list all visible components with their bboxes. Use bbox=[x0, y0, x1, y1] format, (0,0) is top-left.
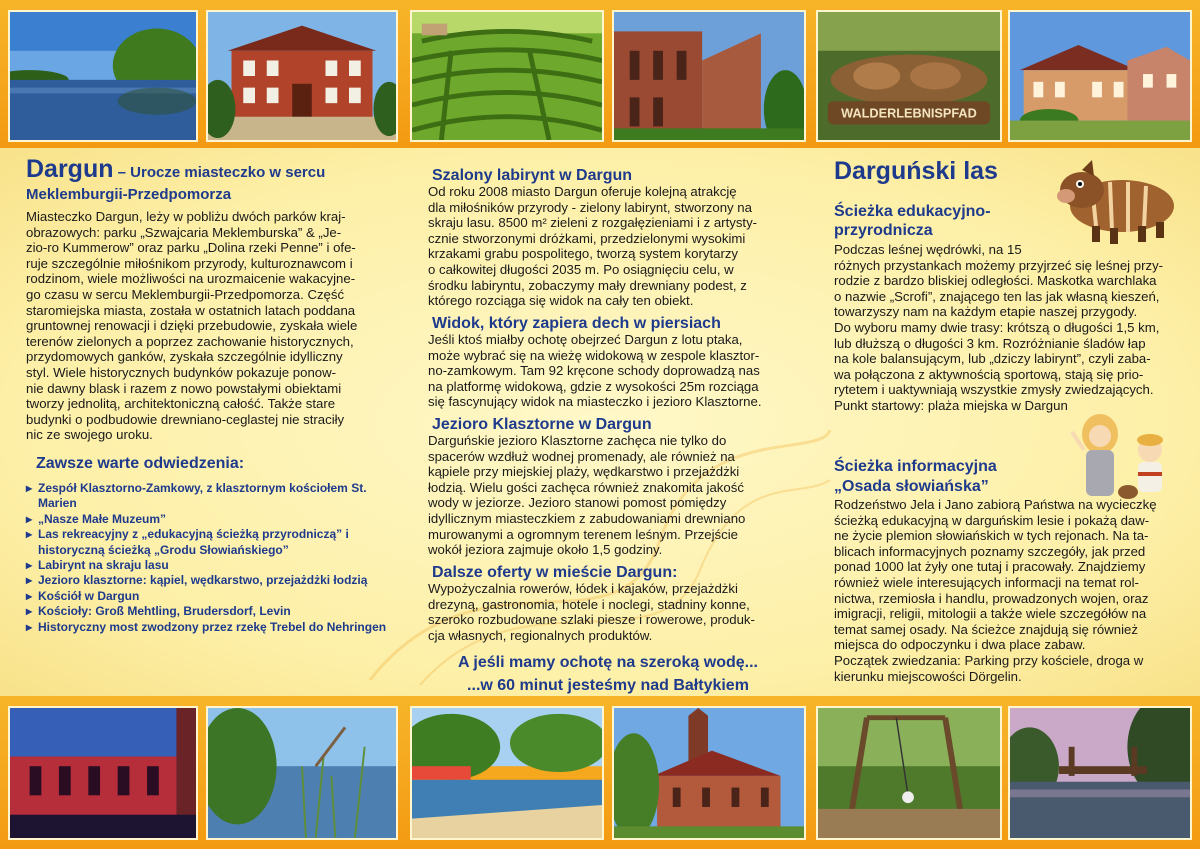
list-item: ▸ Kościoły: Groß Mehtling, Brudersdorf, Levin bbox=[26, 604, 388, 619]
railway-station-photo bbox=[1008, 10, 1192, 142]
text-line: wody w jeziorze. Jezioro stanowi pomost pomiędzy bbox=[428, 495, 727, 511]
text-line: Do wyboru mamy dwie trasy: krótszą o długości 1,5 km, bbox=[834, 319, 1160, 335]
text-line: rodzie z bardzo bliskiej odległości. Maskotka warchlaka bbox=[834, 273, 1157, 289]
list-item-continuation: Marien bbox=[38, 496, 77, 511]
intro-line: terenów zielonych a poprzez zachowanie historycznych, bbox=[26, 333, 354, 349]
view-text bbox=[428, 332, 788, 410]
dargun-intro bbox=[26, 209, 386, 443]
text-line: imigracji, religii, mitologii a także wiele szczegółów na bbox=[834, 606, 1147, 622]
manor-house-photo bbox=[206, 10, 398, 142]
text-line: krzakami grabu pospolitego, tworzą system korytarzy bbox=[428, 246, 739, 262]
intro-line: przydomowych ganków, zyskała szczególnie idylliczny bbox=[26, 349, 343, 365]
list-item: ▸ Historyczny most zwodzony przez rzekę Trebel do Nehringen bbox=[26, 620, 388, 635]
slavic-trail-text bbox=[834, 497, 1182, 684]
visit-list bbox=[26, 481, 388, 635]
text-line: Jeśli ktoś miałby ochotę obejrzeć Dargun z lotu ptaka, bbox=[428, 332, 743, 347]
intro-line: gruntownej renowacji i dzięki przebudowie, zyskała wiele bbox=[26, 318, 358, 334]
intro-line: staromiejska miasta, została w ostatnich latach poddana bbox=[26, 302, 356, 318]
column-dargun bbox=[26, 148, 388, 696]
list-item: ▸ Jezioro klasztorne: kąpiel, wędkarstwo, przejażdżki łodzią bbox=[26, 573, 388, 588]
nature-trail-heading-1: Ścieżka edukacyjno- bbox=[834, 203, 991, 220]
text-line: Rodzeństwo Jela i Jano zabiorą Państwa na wycieczkę bbox=[834, 497, 1157, 512]
forest-swing-photo bbox=[816, 706, 1002, 840]
intro-line: nic ze swojego uroku. bbox=[26, 427, 153, 443]
brick-monastery-photo bbox=[612, 10, 806, 142]
text-line: drezyną, gastronomia, hotele i noclegi, stadniny konne, bbox=[428, 596, 750, 612]
dargun-title-main: Dargun bbox=[26, 155, 114, 183]
text-line: Wypożyczalnia rowerów, łódek i kajaków, przejażdżki bbox=[428, 581, 738, 596]
text-line: środku labiryntu, zobaczymy mały drewniany podest, z bbox=[428, 277, 747, 293]
text-line: o całkowitej długości 2035 m. Po osiągnięciu celu, w bbox=[428, 261, 734, 277]
labyrinth-text bbox=[428, 184, 788, 309]
intro-line: tworzy jednolitą, architektoniczną całość. Także stare bbox=[26, 396, 336, 412]
text-line: no-zamkowym. Tam 92 kręcone schody doprowadzą nas bbox=[428, 363, 760, 379]
text-line: spacerów wzdłuż wodnej promenady, ale również na bbox=[428, 448, 735, 464]
church-photo bbox=[612, 706, 806, 840]
text-line: blicach informacyjnych poznamy szczegóły, jak przed bbox=[834, 543, 1146, 559]
intro-line: go czasu w sercu Meklemburgii-Przedpomorza. Część bbox=[26, 286, 345, 302]
list-item-continuation: historyczną ścieżką „Grodu Słowiańskiego” bbox=[38, 542, 289, 557]
intro-line: rodzinom, wiele możliwości na urozmaicenie wakacyjne- bbox=[26, 271, 356, 287]
text-line: nictwa, rzemiosła i handlu, prowadzonych wojen, oraz bbox=[834, 590, 1149, 606]
text-line: łodzią. Wielu gości zachęca również znakomita jakość bbox=[428, 479, 744, 495]
visit-heading: Zawsze warte odwiedzenia: bbox=[36, 455, 245, 472]
list-item: ▸ Las rekreacyjny z „edukacyjną ścieżką przyrodniczą” i bbox=[26, 527, 388, 542]
text-line: Początek zwiedzania: Parking przy kościele, droga w bbox=[834, 652, 1144, 668]
view-heading: Widok, który zapiera dech w piersiach bbox=[432, 315, 721, 332]
text-line: szeroko rozbudowane szlaki piesze i rowerowe, produk- bbox=[428, 612, 755, 628]
text-line: miejsca do odpoczynku i dwa place zabaw. bbox=[834, 637, 1086, 653]
text-line: Punkt startowy: plaża miejska w Dargun bbox=[834, 397, 1068, 413]
text-line: murowanymi a ogromnym terenem leśnym. Przejście bbox=[428, 526, 739, 542]
dargun-title bbox=[26, 156, 388, 186]
wood-sign-caption: WALDERLEBNISPFAD bbox=[841, 106, 977, 121]
list-item: ▸ „Nasze Małe Muzeum” bbox=[26, 512, 388, 527]
swimming-beach-photo bbox=[410, 706, 604, 840]
intro-line: ruje szczególnie miłośnikom przyrody, kulturoznawcom i bbox=[26, 255, 353, 271]
slavic-trail-heading-2: „Osada słowiańska” bbox=[834, 478, 989, 495]
illuminated-ruins-photo bbox=[8, 706, 198, 840]
text-line: którego rozciąga się widok na cały ten obiekt. bbox=[428, 293, 694, 309]
text-line: dla miłośników przyrody - zielony labirynt, stworzony na bbox=[428, 199, 752, 215]
offers-text bbox=[428, 581, 788, 643]
text-line: skraju lasu. 8500 m² zieleni z rozgałęzieniami i z artysty- bbox=[428, 215, 758, 231]
text-line: Podczas leśnej wędrówki, na 15 bbox=[834, 242, 1022, 257]
slavic-trail-heading-1: Ścieżka informacyjna bbox=[834, 458, 997, 475]
list-item: ▸ Labirynt na skraju lasu bbox=[26, 558, 388, 573]
text-line: ponad 1000 lat żyły one tutaj i pracowały. Znajdziemy bbox=[834, 559, 1146, 575]
text-line: wokół jeziora zajmuje około 1,5 godziny. bbox=[428, 542, 663, 558]
intro-line: budynki o podbudowie drewniano-ceglastej nie straciły bbox=[26, 411, 345, 427]
text-line: ścieżką edukacyjną w darguńskim lesie i pokażą daw- bbox=[834, 512, 1150, 528]
text-line: różnych przystankach możemy przyjrzeć się leśnej przy- bbox=[834, 257, 1164, 273]
labyrinth-heading: Szalony labirynt w Dargun bbox=[432, 167, 633, 184]
text-line: o nazwie „Scrofi”, znającego ten las jak własną kieszeń, bbox=[834, 288, 1160, 304]
dargun-title-suffix: – Urocze miasteczko w sercu bbox=[113, 164, 326, 181]
text-line: wa połączona z aktywnością sportową, stają się prio- bbox=[834, 366, 1144, 382]
reed-lake-photo bbox=[206, 706, 398, 840]
forest-title: Darguński las bbox=[834, 157, 998, 185]
text-line: kąpiele przy miejskiej plaży, wędkarstwo i przejażdżki bbox=[428, 464, 740, 480]
text-line: idyllicznym miasteczkiem z zabudowaniami drewniano bbox=[428, 510, 746, 526]
text-line: Od roku 2008 miasto Dargun oferuje kolejną atrakcję bbox=[428, 184, 737, 199]
list-item: ▸ Kościół w Dargun bbox=[26, 589, 388, 604]
intro-line: Miasteczko Dargun, leży w pobliżu dwóch parków kraj- bbox=[26, 209, 346, 224]
column-attractions bbox=[428, 148, 788, 696]
text-line: cznie stworzonymi dróżkami, przedzielonymi wysokimi bbox=[428, 230, 746, 246]
offers-heading: Dalsze oferty w mieście Dargun: bbox=[432, 564, 678, 581]
text-line: ne życie plemion słowiańskich w tych rejonach. Na ta- bbox=[834, 528, 1149, 544]
wooden-bridge-photo bbox=[1008, 706, 1192, 840]
nature-trail-text bbox=[834, 242, 1182, 414]
dargun-subtitle: Meklemburgii-Przedpomorza bbox=[26, 186, 232, 203]
hedge-labyrinth-photo bbox=[410, 10, 604, 142]
text-line: rytetem i uaktywniają wszystkie zmysły zwiedzających. bbox=[834, 382, 1154, 398]
carved-wood-sign-photo bbox=[816, 10, 1002, 142]
text-line: może wybrać się na wieżę widokową w zespole klasztor- bbox=[428, 347, 760, 363]
closing-line-1: A jeśli mamy ochotę na szeroką wodę... bbox=[458, 654, 758, 671]
intro-line: styl. Wiele historycznych budynków pokazuje ponow- bbox=[26, 364, 337, 380]
boar-mascot-icon bbox=[1052, 154, 1182, 246]
text-line: kierunku miejscowości Dörgelin. bbox=[834, 668, 1022, 684]
text-line: również wiele interesujących informacji na temat rol- bbox=[834, 574, 1139, 590]
list-item: ▸ Zespół Klasztorno-Zamkowy, z klasztornym kościołem St. bbox=[26, 481, 388, 496]
text-line: temat samej osady. Na ścieżce znajdują się również bbox=[834, 621, 1138, 637]
closing-line-2: ...w 60 minut jesteśmy nad Bałtykiem bbox=[467, 677, 749, 694]
column-forest bbox=[834, 148, 1182, 696]
text-line: się fascynujący widok na miasteczko i jezioro Klasztorne. bbox=[428, 394, 762, 410]
text-line: Darguńskie jezioro Klasztorne zachęca nie tylko do bbox=[428, 433, 727, 448]
lake-text bbox=[428, 433, 788, 558]
text-line: na kole balansującym, lub „dziczy labirynt”, czyli zaba- bbox=[834, 351, 1151, 367]
intro-line: zio-ro Kummerow” oraz parku „Dolina rzeki Penne” i ofe- bbox=[26, 240, 356, 256]
lake-heading: Jezioro Klasztorne w Dargun bbox=[432, 416, 652, 433]
intro-line: obrazowych: parku „Szwajcaria Meklemburska” & „Je- bbox=[26, 224, 342, 240]
intro-line: nie dawny blask i razem z nowo powstałymi obiektami bbox=[26, 380, 342, 396]
slavic-children-icon bbox=[1070, 410, 1180, 500]
nature-trail-heading-2: przyrodnicza bbox=[834, 222, 933, 239]
text-line: na platformę widokową, gdzie z wysokości 25m rozciąga bbox=[428, 378, 759, 394]
text-line: lub dłuższą o długości 3 km. Rozróżnianie śladów łap bbox=[834, 335, 1146, 351]
text-line: towarzyszy nam na każdym etapie naszej przygody. bbox=[834, 304, 1138, 320]
text-line: cja własnych, regionalnych produktów. bbox=[428, 627, 653, 643]
lake-willow-photo bbox=[8, 10, 198, 142]
